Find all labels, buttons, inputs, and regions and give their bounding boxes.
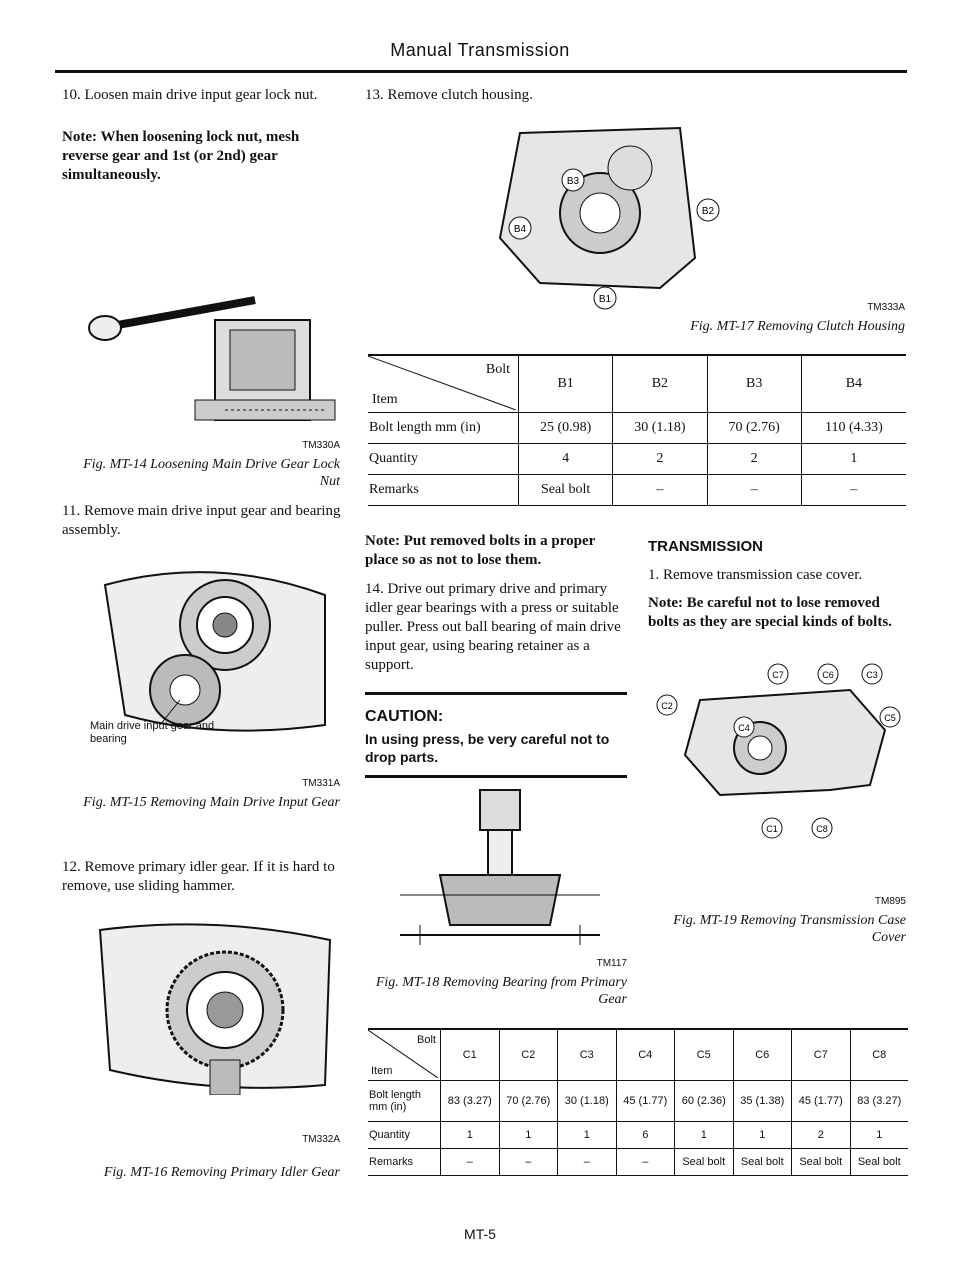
table2-cell: 70 (2.76) bbox=[499, 1081, 558, 1122]
table2-cell: Seal bolt bbox=[675, 1149, 734, 1176]
table2-row bbox=[368, 1081, 908, 1122]
table2-cell: Seal bolt bbox=[850, 1149, 908, 1176]
table2-cell: 30 (1.18) bbox=[558, 1081, 617, 1122]
table2-cell: 60 (2.36) bbox=[675, 1081, 734, 1122]
table2-cell: Seal bolt bbox=[792, 1149, 851, 1176]
table1-cell: 2 bbox=[613, 444, 707, 475]
table2-cell: 6 bbox=[616, 1122, 675, 1149]
table2-row-label: Remarks bbox=[368, 1149, 441, 1176]
fig-17-label-b1: B1 bbox=[598, 294, 612, 305]
fig-15-label: Main drive input gear and bearing bbox=[90, 720, 215, 745]
table2-cell: – bbox=[616, 1149, 675, 1176]
table1-cell: 30 (1.18) bbox=[613, 413, 707, 444]
table1-col-header: B2 bbox=[613, 355, 707, 413]
table2-cell: – bbox=[558, 1149, 617, 1176]
table2-cell: 35 (1.38) bbox=[733, 1081, 792, 1122]
table1-cell: – bbox=[801, 475, 906, 506]
table2-corner-item: Item bbox=[371, 1065, 393, 1077]
table1-row-label: Bolt length mm (in) bbox=[368, 413, 519, 444]
table2-col-header: C8 bbox=[850, 1029, 908, 1081]
fig-19-label-c2: C2 bbox=[661, 701, 673, 711]
fig-14-caption: Fig. MT-14 Loosening Main Drive Gear Lock Nut bbox=[83, 457, 340, 489]
caution-rule-top bbox=[365, 692, 627, 695]
note-10: Note: When loosening lock nut, mesh reverse gear and 1st (or 2nd) gear simultaneously. bbox=[62, 129, 300, 183]
fig-14-illustration bbox=[85, 280, 340, 430]
table1-row-label: Quantity bbox=[368, 444, 519, 475]
fig-19-label-c7: C7 bbox=[772, 670, 784, 680]
table2-cell: 83 (3.27) bbox=[441, 1081, 500, 1122]
note-14: Note: Put removed bolts in a proper place so as not to lose them. bbox=[365, 533, 595, 568]
fig-19-label-c8: C8 bbox=[816, 824, 828, 834]
fig-16-code: TM332A bbox=[302, 1134, 340, 1145]
page-number: MT-5 bbox=[464, 1226, 496, 1242]
table2-col-header: C1 bbox=[441, 1029, 500, 1081]
step-13: 13. Remove clutch housing. bbox=[365, 87, 533, 103]
table2-cell: 1 bbox=[850, 1122, 908, 1149]
header-rule bbox=[55, 70, 907, 73]
table2-cell: 45 (1.77) bbox=[616, 1081, 675, 1122]
table2-cell: 1 bbox=[499, 1122, 558, 1149]
bolt-table-c bbox=[368, 1028, 908, 1176]
table1-cell: 1 bbox=[801, 444, 906, 475]
table2-col-header: C6 bbox=[733, 1029, 792, 1081]
table2-col-header: C3 bbox=[558, 1029, 617, 1081]
table1-cell: 110 (4.33) bbox=[801, 413, 906, 444]
table1-row bbox=[368, 475, 906, 506]
table2-row-label: Quantity bbox=[368, 1122, 441, 1149]
fig-19-label-c3: C3 bbox=[866, 670, 878, 680]
table2-cell: 1 bbox=[441, 1122, 500, 1149]
table2-cell: 83 (3.27) bbox=[850, 1081, 908, 1122]
fig-14-code: TM330A bbox=[302, 440, 340, 451]
step-10: 10. Loosen main drive input gear lock nut. bbox=[62, 87, 318, 103]
fig-17-code: TM333A bbox=[867, 302, 905, 313]
table2-cell: Seal bolt bbox=[733, 1149, 792, 1176]
fig-19-label-c6: C6 bbox=[822, 670, 834, 680]
fig-16-caption: Fig. MT-16 Removing Primary Idler Gear bbox=[103, 1165, 340, 1180]
step-11: 11. Remove main drive input gear and bearing assembly. bbox=[62, 503, 341, 538]
fig-17-label-b2: B2 bbox=[701, 206, 715, 217]
fig-18-caption: Fig. MT-18 Removing Bearing from Primary Gear bbox=[375, 975, 627, 1007]
table1-cell: 4 bbox=[519, 444, 613, 475]
fig-16-illustration bbox=[85, 920, 340, 1095]
caution-title: CAUTION: bbox=[365, 708, 444, 725]
table1-col-header: B3 bbox=[707, 355, 801, 413]
note-1: Note: Be careful not to lose removed bolts as they are special kinds of bolts. bbox=[648, 595, 892, 630]
table2-row bbox=[368, 1122, 908, 1149]
table2-cell: 45 (1.77) bbox=[792, 1081, 851, 1122]
table2-col-header: C5 bbox=[675, 1029, 734, 1081]
table1-cell: 70 (2.76) bbox=[707, 413, 801, 444]
fig-17-caption: Fig. MT-17 Removing Clutch Housing bbox=[690, 319, 905, 334]
table1-corner-item: Item bbox=[372, 392, 398, 407]
fig-17-illustration bbox=[480, 118, 740, 313]
table1-cell: 25 (0.98) bbox=[519, 413, 613, 444]
table2-cell: – bbox=[499, 1149, 558, 1176]
step-14: 14. Drive out primary drive and primary idler gear bearings with a press or suitable puller. Press out ball bearing of main drive input gear, using bearing retainer as a support. bbox=[365, 581, 621, 673]
table1-corner-bolt: Bolt bbox=[485, 362, 510, 377]
section-transmission: TRANSMISSION bbox=[648, 538, 764, 555]
table2-cell: 1 bbox=[733, 1122, 792, 1149]
caution-rule-bottom bbox=[365, 775, 627, 778]
fig-19-label-c4: C4 bbox=[738, 723, 750, 733]
table1-row-label: Remarks bbox=[368, 475, 519, 506]
table2-row-label: Bolt length mm (in) bbox=[368, 1081, 441, 1122]
fig-19-illustration bbox=[650, 660, 910, 840]
fig-19-label-c5: C5 bbox=[884, 713, 896, 723]
fig-19-caption: Fig. MT-19 Removing Transmission Case Cover bbox=[673, 913, 906, 945]
step-12: 12. Remove primary idler gear. If it is hard to remove, use sliding hammer. bbox=[62, 859, 335, 894]
table1-row bbox=[368, 413, 906, 444]
table2-col-header: C7 bbox=[792, 1029, 851, 1081]
fig-15-caption: Fig. MT-15 Removing Main Drive Input Gear bbox=[83, 795, 340, 810]
table1-row bbox=[368, 444, 906, 475]
bolt-table-b bbox=[368, 354, 906, 506]
fig-18-code: TM117 bbox=[596, 958, 627, 969]
table2-cell: 1 bbox=[558, 1122, 617, 1149]
table1-cell: – bbox=[613, 475, 707, 506]
caution-body: In using press, be very careful not to drop parts. bbox=[365, 731, 610, 765]
fig-15-illustration bbox=[85, 565, 340, 740]
table1-cell: 2 bbox=[707, 444, 801, 475]
step-1: 1. Remove transmission case cover. bbox=[648, 567, 863, 583]
table2-cell: – bbox=[441, 1149, 500, 1176]
page-header: Manual Transmission bbox=[390, 40, 570, 60]
table2-col-header: C4 bbox=[616, 1029, 675, 1081]
table2-cell: 2 bbox=[792, 1122, 851, 1149]
table2-row bbox=[368, 1149, 908, 1176]
fig-19-label-c1: C1 bbox=[766, 824, 778, 834]
table1-col-header: B1 bbox=[519, 355, 613, 413]
fig-17-label-b3: B3 bbox=[566, 176, 580, 187]
fig-15-code: TM331A bbox=[302, 778, 340, 789]
fig-19-code: TM895 bbox=[874, 896, 906, 907]
table1-cell: – bbox=[707, 475, 801, 506]
table1-col-header: B4 bbox=[801, 355, 906, 413]
table2-corner-bolt: Bolt bbox=[417, 1034, 436, 1046]
fig-17-label-b4: B4 bbox=[513, 224, 527, 235]
table1-cell: Seal bolt bbox=[519, 475, 613, 506]
table2-col-header: C2 bbox=[499, 1029, 558, 1081]
table2-cell: 1 bbox=[675, 1122, 734, 1149]
fig-18-illustration bbox=[380, 785, 620, 950]
